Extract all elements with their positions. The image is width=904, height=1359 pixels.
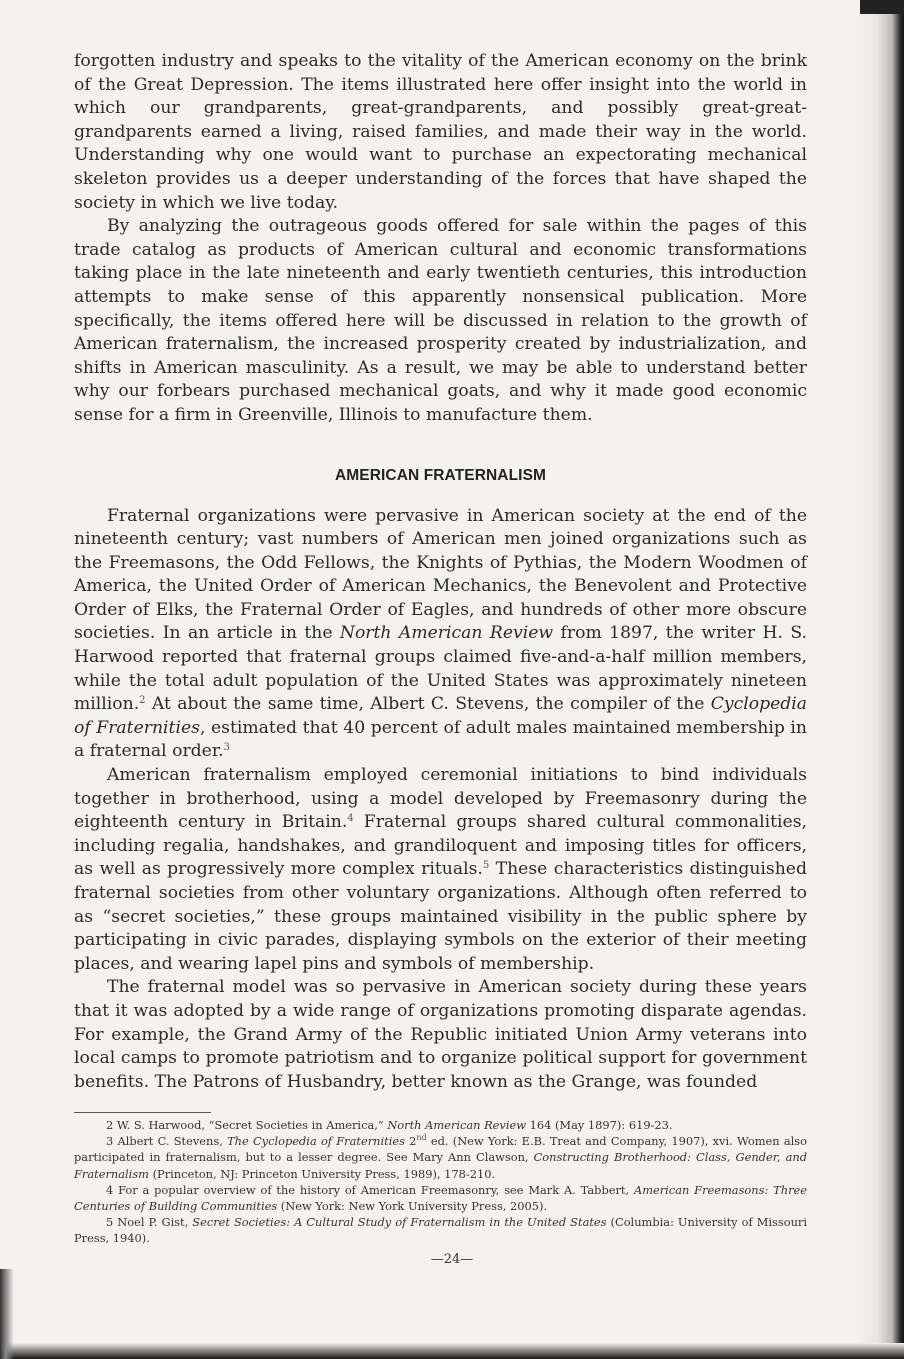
page-edge-corner: [860, 0, 904, 14]
footnote-ref[interactable]: 2: [139, 695, 146, 707]
footnote-5: 5 Noel P. Gist, Secret Societies: A Cultural Study of Fraternalism in the United States (Columbia: University of Missouri Press, 1940).: [74, 1215, 807, 1246]
page-number: —24—: [430, 1252, 474, 1267]
footnote-2: 2 W. S. Harwood, “Secret Societies in America,” North American Review 164 (May 1897): 619-23.: [106, 1118, 673, 1132]
footnote-ref[interactable]: 5: [482, 860, 490, 872]
page-edge-bottom: [0, 1343, 904, 1359]
page-body: [74, 50, 807, 1094]
footnote-3: 3 Albert C. Stevens, The Cyclopedia of Fraternities 2nd ed. (New York: E.B. Treat and Company, 1907), xvi. Women also participated in fraternalism, but to a lesser degree. See Mary Ann Clawson, Constructing Brotherhood: Class, Gender, and Fraternalism (Princeton, NJ: Princeton University Press, 1989), 178-210.: [74, 1133, 807, 1181]
paragraph-2: By analyzing the outrageous goods offered for sale within the pages of this trade catalog as products of American cultural and economic transformations taking place in the late nineteenth and early twentieth centuries, this introduction attempts to make sense of this apparently nonsensical publication. More specifically, the items offered here will be discussed in relation to the growth of American fraternalism, the increased prosperity created by industrialization, and shifts in American masculinity. As a result, we may be able to understand better why our forbears purchased mechanical goats, and why it made good economic sense for a firm in Greenville, Illinois to manufacture them.: [74, 216, 807, 425]
page-edge-left: [0, 1269, 14, 1359]
paragraph-5: The fraternal model was so pervasive in American society during these years that it was adopted by a wide range of organizations promoting disparate agendas. For example, the Grand Army of the Republic initiated Union Army veterans into local camps to promote patriotism and to organize political support for government benefits. The Patrons of Husbandry, better known as the Grange, was founded: [74, 977, 807, 1092]
section-heading: AMERICAN FRATERNALISM: [334, 466, 547, 484]
paragraph-1: forgotten industry and speaks to the vitality of the American economy on the brink of the Great Depression. The items illustrated here offer insight into the world in which our grandparents, great-grandparents, and possibly great-great-grandparents earned a living, raised families, and made their way in the world. Understanding why one would want to purchase an expectorating mechanical skeleton provides us a deeper understanding of the forces that have shaped the society in which we live today.: [74, 51, 807, 213]
footnotes: [74, 1112, 807, 1247]
footnote-4: 4 For a popular overview of the history of American Freemasonry, see Mark A. Tabbert, American Freemasons: Three Centuries of Building Communities (New York: New York University Press, 2005).: [74, 1182, 807, 1214]
footnote-ref[interactable]: 3: [223, 742, 231, 754]
footnote-ref[interactable]: 4: [347, 813, 354, 825]
paragraph-4: American fraternalism employed ceremonial initiations to bind individuals together in brotherhood, using a model developed by Freemasonry during the eighteenth century in Britain.$^4$ Fraternal groups shared cultural commonalities, including regalia, handshakes, and grandiloquent and imposing titles for officers, as well as progressively more complex rituals.$^5$ These characteristics distinguished fraternal societies from other voluntary organizations. Although often referred to as “secret societies,” these groups maintained visibility in the public sphere by participating in civic parades, displaying symbols on the exterior of their meeting places, and wearing lapel pins and symbols of membership.: [74, 765, 808, 974]
paragraph-3: Fraternal organizations were pervasive in American society at the end of the nineteenth century; vast numbers of American men joined organizations such as the Freemasons, the Odd Fellows, the Knights of Pythias, the Modern Woodmen of America, the United Order of American Mechanics, the Benevolent and Protective Order of Elks, the Fraternal Order of Eagles, and hundreds of other more obscure societies. In an article in the North American Review from 1897, the writer H. S. Harwood reported that fraternal groups claimed five-and-a-half million members, while the total adult population of the United States was approximately nineteen million.$^2$ At about the same time, Albert C. Stevens, the compiler of the Cyclopedia of Fraternities, estimated that 40 percent of adult males maintained membership in a fraternal order.$^3$: [74, 505, 808, 762]
page-edge-right: [856, 0, 904, 1359]
